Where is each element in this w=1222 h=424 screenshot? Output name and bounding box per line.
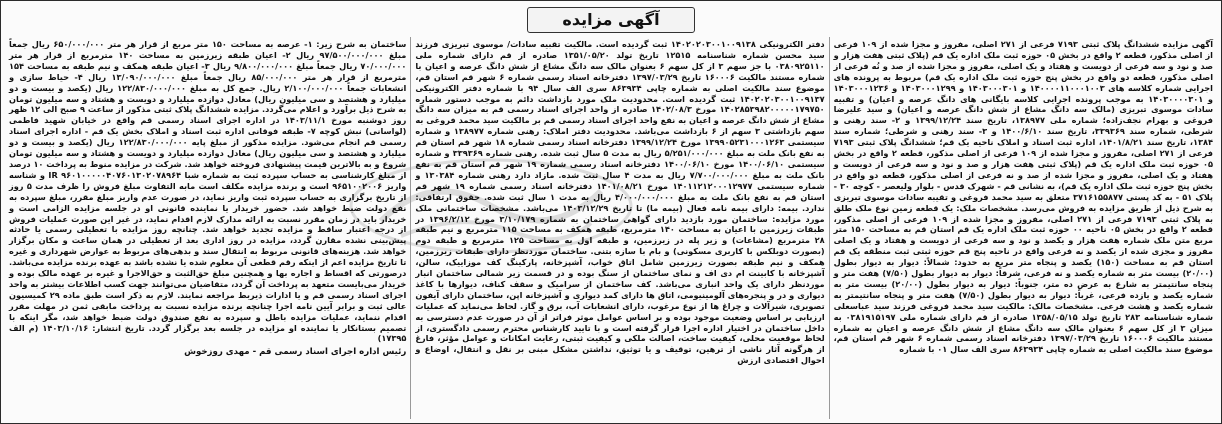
notice-title: آگهی مزایده [527, 7, 694, 33]
column-middle [410, 37, 829, 419]
signature: رئیس اداره اجرای اسناد رسمی قم - مهدی روزخوش [184, 347, 407, 358]
column-left-text: ساختمان به شرح زیر: ۱- عرصه به مساحت ۱۵۰ متر مربع از قرار هر متر ۶۵۰/۰۰۰/۰۰۰ ریال جمعاً مبلغ ۹۷/۵۰۰/۰۰۰/۰۰۰ ریال ۲- اعیان طبقه زیرزمین به مساحت ۱۴۰ مترمربع از قرار هر متر ۷۰/۰۰۰/۰۰۰ ریال جمعاً مبلغ ۹/۸۰۰/۰۰۰/۰۰۰ ریال ۳- اعیان طبقه همکف و نیم طبقه به مساحت ۱۵۴ مترمربع از قرار هر متر ۸۵/۰۰۰/۰۰۰ ریال جمعاً مبلغ ۱۳/۰۹۰/۰۰۰/۰۰۰ ریال ۴- حیاط سازی و انشعابات جمعاً ۲/۱۰۰/۰۰۰/۰۰۰ ریال. جمع کل به مبلغ ۱۲۲/۸۳۰/۰۰۰/۰۰۰ ریال (یکصد و بیست و دو میلیارد و هشتصد و سی میلیون ریال) معادل دوازده میلیارد و دویست و هشتاد و سه میلیون تومان به شرح ذیل برآورد و اعلام می‌گردد. مزایده ششدانگ پلاک ثبتی مذکور از ساعت ۹ صبح الی ۱۲ ظهر روز دوشنبه مورخ ۱۴۰۳/۱۱/۱ در اداره اجرای اسناد رسمی قم واقع در خیابان شهید فاطمی (لواسانی) نبش کوچه ۷- طبقه فوقانی اداره ثبت اسناد و املاک بخش یک قم - اداره اجرای اسناد رسمی قم انجام می‌شود. مزایده مذکور از مبلغ پایه ۱۲۲/۸۳۰/۰۰۰/۰۰۰ ریال (یکصد و بیست و دو میلیارد و هشتصد و سی میلیون ریال) معادل دوازده میلیارد و دویست و هشتاد و سه میلیون تومان شروع و به بالاترین قیمت پیشنهادی فروخته خواهد شد. شرکت در مزایده منوط به پرداخت ۱۰ درصد از مبلغ کارشناسی به حساب سپرده ثبت به شماره شبا IR ۹۶۰۱۰۰۰۰۰۴۰۷۶۰۱۳۰۲۰۷۸۹۶۴ و شناسه واریز ۹۶۵۱۰۰۲۰۰۶ است و برنده مزایده مکلف است مابه التفاوت مبلغ فروش را ظرف مدت ۵ روز از تاریخ برگزاری به حساب سپرده ثبت واریز نماید، در صورت عدم واریز مبلغ مقرر، مبلغ سپرده به نفع دولت ضبط خواهد شد. حضور خریدار یا نماینده قانونی او در جلسه مزایده الزامی است و خریدار باید در زمان مقرر نسبت به ارائه مدارک لازم اقدام نماید، در غیر این صورت عملیات فروش از درجه اعتبار ساقط و مزایده تجدید خواهد شد. چنانچه روز مزایده با تعطیلی رسمی یا حادثه پیش‌بینی نشده مقارن گردد، مزایده در روز اداری بعد از تعطیلی در همان ساعت و مکان برگزار خواهد شد. هزینه‌های قانونی مربوط به انتقال سند و بدهی‌های مربوط به عوارض شهرداری و غیره تا تاریخ مزایده اعم از اینکه رقم قطعی آن معلوم شده یا نشده باشد به عهده برنده مزایده می‌باشد. درصورتی که اقساط و اجاره بها و همچنین مبلغ حق‌الثبت و حق‌الاجرا و غیره بر عهده مالک بوده و خریدار می‌بایست متعهد به پرداخت آن گردد، متقاضیان می‌توانند جهت کسب اطلاعات بیشتر به واحد اجرای اسناد رسمی قم و یا ادارات ذیربط مراجعه نمایند. لازم به ذکر است طبق ماده ۲۹ کمیسیون عالی ثبت و برابر آیین نامه اجرا چنانچه برنده مزایده نسبت به پرداخت مابقی ثمن در مهلت مقرر اقدام ننماید، عملیات مزایده باطل و سپرده به نفع صندوق دولت ضبط خواهد شد، مگر اینکه با تصمیم بستانکار یا نماینده او مزایده در جلسه بعد برگزار گردد. تاریخ انتشار: ۱۴۰۳/۱۰/۱۶ (م الف ۱۷۳۹۵) [9, 39, 407, 344]
notice-columns [5, 37, 1217, 419]
column-right-text: آگهی مزایده ششدانگ پلاک ثبتی ۷۱۹۳ فرعی از ۲۷۱ اصلی، مفروز و مجزا شده از ۱۰۹ فرعی از اصلی مذکور، قطعه ۲ واقع در بخش ۰۵ حوزه ثبت ملک اداره یک قم (پلاک ثبتی هفت هزار و صد و نود و سه فرعی از دویست و هفتاد و یک اصلی، مفروز و مجزا شده از صد و نُه فرعی از اصلی مذکور، قطعه دو واقع در بخش پنج حوزه ثبت ملک اداره یک قم) مربوط به پرونده های اجرایی شماره کلاسه های ۱۴۰۰۰۰۱۱۰۰۰۱۰۰۳ و ۱۴۰۳۰۰۰۳۰۱ و ۱۴۰۳۰۰۰۱۲۹۹ و ۱۴۰۳۰۰۰۱۲۳۶ و ۱۴۰۳۰۰۰۰۳۰۱ به موجب پرونده اجرایی کلاسه بایگانی های دانگ عرصه و اعیان) و تقبیه سادات موسوی تبریزی (مالک سه دانگ مشاع از شش دانگ عرصه و اعیان) و سید علیرضا فروغی و بهرام نجف‌زاده؛ شماره ملی ۱۳۸۹۷۷، تاریخ سند ۱۳۹۹/۱۲/۲۴ و ۲- سند رهنی و شرطی، شماره سند ۳۳۹۳۶۹، تاریخ سند ۱۴۰۰/۶/۱۰ و ۳- سند رهنی و شرطی؛ شماره سند ۱۳۸۴، تاریخ سند ۱۴۰۱/۸/۲۱، اداره ثبت اسناد و املاک ناحیه یک قم؛ ششدانگ پلاک ثبتی ۷۱۹۳ فرعی از ۲۷۱ اصلی، مفروز و مجزا شده از ۱۰۹ فرعی از اصلی مذکور، قطعه ۲ واقع در بخش ۰۵ حوزه ثبت ملک اداره یک قم (پلاک ثبتی هفت هزار و صد و نود و سه فرعی از دویست و هفتاد و یک اصلی، مفروز و مجزا شده از صد و نه فرعی از اصلی مذکور، قطعه دو واقع در بخش پنج حوزه ثبت ملک اداره یک قم)، به نشانی قم - شهرک قدس - بلوار ولیعصر - کوچه ۳۰ - پلاک ۵۱ - به کد پستی ۳۷۱۶۱۵۵۸۷۷ متعلق به سید محمد فروغی و تقیبه سادات موسوی تبریزی به شرح ذیل از طریق مزایده به فروش می‌رسد. مشخصات ملک: یک قطعه زمین نوع ملک طلق به پلاک ثبتی ۷۱۹۳ فرعی از ۲۷۱ اصلی، مفروز و مجزا شده از ۱۰۹ فرعی از اصلی مذکور، قطعه ۲ واقع در بخش ۰۵ ناحیه ۰۰ حوزه ثبت ملک اداره یک قم استان قم به مساحت ۱۵۰ متر مربع متن ملک شماره هفت هزار و یکصد و نود و سه فرعی از دویست و هفتاد و یک اصلی مفروز و مجزی شده از یکصد و نه فرعی واقع در ناحیه پنج قم حوزه ثبتی ثبت منطقه یک قم استان قم به مساحت (۱۵۰) یکصد و پنجاه متر مربع به حدود: شمالاً: دیوار به دیوار بطول (۲۰/۰۰) بیست متر به شماره یکصد و نه فرعی، شرقاً: دیوار به دیوار بطول (۷/۵۰) هفت متر و پنجاه سانتیمتر به شارع به عرض ده متر، جنوباً: دیوار به دیوار بطول (۲۰/۰۰) بیست متر به شماره یکصد و یازده فرعی، غرباً: دیوار به دیوار بطول (۷/۵۰) هفت متر و پنجاه سانتیمتر به شماره یکصد و هشت فرعی. مشخصات مالک: مالکیت سید محمد فروغی فرزند سید عباسعلی شماره شناسنامه ۲۸۳ تاریخ تولد ۱۳۵۸/۰۵/۱۵ صادره از قم دارای شماره ملی ۰۳۸۱۹۱۵۱۹۷ به میزان ۳ از کل سهم ۶ بعنوان مالک سه دانگ مشاع از شش دانگ عرصه و اعیان به شماره مستند مالکیت ۱۶۰۰۰۶ تاریخ ۱۳۹۷/۰۳/۲۹ دفترخانه اسناد رسمی شماره ۶ شهر قم استان قم، موضوع سند مالکیت اصلی به شماره چاپی ۸۶۳۹۳۴ سری الف سال ۰۱ با شماره [833, 39, 1214, 355]
column-middle-text: دفتر الکترونیکی ۱۴۰۲۰۲۰۳۰۰۱۰۰۹۱۳۸ ثبت گردیده است. مالکیت تقبیه سادات/ موسوی تبریزی فرزند سید محسن شماره شناسنامه ۱۲۵۱۵ تاریخ تولد ۱۳۵۱/۰۵/۲۰ صادره از قم دارای شماره ملی ۰۳۸۰۹۲۵۱۱۰ با جز سهم ۳ از کل سهم ۶ بعنوان مالک سه دانگ مشاع از شش دانگ عرصه و اعیان با شماره مستند مالکیت ۱۶۰۰۰۶ تاریخ ۱۳۹۷/۰۳/۲۹ دفترخانه اسناد رسمی شماره ۶ شهر قم استان قم، موضوع سند مالکیت اصلی به شماره چاپی ۸۶۳۹۳۴ سری الف سال ۹۴ با شماره دفتر الکترونیکی ۱۴۰۲۰۲۰۳۰۰۱۰۰۹۱۳۷ ثبت گردیده است. محدودیت ملک مورد بازداشت دائم به موجب دستور شماره ۱۴۰۲۸۵۳۹۸۲۰۰۰۰۰۱۷۹۷۵۰ مورخ ۱۴۰۲/۰۸/۳ صادره از واحد اجرای اسناد رسمی قم به میزان سه دانگ مشاع از شش دانگ عرصه و اعیان به نفع واحد اجرای اسناد رسمی قم بر مالکیت سید محمد فروغی به سهم بازداشتی ۳ سهم از ۶ بازداشت می‌باشد. محدودیت دفتر املاک: رهنی شماره ۱۳۸۹۷۷ و شماره سیستمی ۱۳۹۹۰۵۲۳۱۰۰۰۱۲۶۳ مورخ ۱۳۹۹/۱۲/۲۴ دفترخانه اسناد رسمی شماره ۱۸ شهر قم استان قم به نفع بانک ملت به مبلغ ۵/۲۵۱/۰۰۰/۰۰۰ ریال به مدت ۵ سال ثبت شده. رهنی شماره ۳۳۹۳۶۹ و شماره سیستمی ۱۴۰۰/۰۶/۱۰ مورخ ۱۴۰۰/۰۶/۱۰ دفترخانه اسناد رسمی شماره ۱۹ شهر قم استان قم به نفع بانک ملت به مبلغ ۷/۷۰۰/۰۰۰/۰۰۰ ریال به مدت ۴ سال ثبت شده. مازاد دارد رهنی شماره ۱۳۰۳۸۴ و شماره سیستمی ۱۴۰۱۱۲۱۲۰۰۰۱۲۹۷۷ مورخ ۱۴۰۱/۰۸/۲۱ دفترخانه اسناد رسمی شماره ۱۹ شهر قم استان قم به نفع بانک ملت به مبلغ ۴/۰۰۰/۰۰۰/۰۰۰ ریال به مدت ۱ سال ثبت شده. حقوق ارتفاقی: ندارد. بیمه: دارای بیمه نامه فعال (بیمه ما) تا تاریخ ۱۴۰۳/۱۲/۲۹ می‌باشد. مشخصات ساختمانی ملک مورد مزایده: ساختمان مورد بازدید دارای گواهی ساختمان به شماره ۳/۱۰/۱۷۹ مورخ ۱۳۹۶/۲/۱۲ در طبقات زیرزمین با اعیان به مساحت ۱۴۰ مترمربع، طبقه همکف به مساحت ۱۱۵ مترمربع و نیم طبقه ۲۸ مترمربع (مشاعات) و زیر پله در زیرزمین، و طبقه اول به مساحت ۱۲۵ مترمربع و طبقه دوم (بصورت دوبلکس با کاربری مسکونی) و بام با سازه بتنی. ساختمان موردنظر دارای طبقات زیرزمین، همکف و نیم طبقه بصورت زیرزمین شامل اتاق خواب، آشپزخانه، پارکینگ کف موزاییک، سالن، آشپزخانه با کابینت ام دی اف و نمای ساختمان از سنگ بوده و در قسمت زیر شمالی ساختمان انبار موردنظر دارای یک واحد انباری می‌باشد. کف ساختمان از سرامیک و سقف کناف، دیوارها با کاغذ دیواری و در و پنجره‌های آلومینیومی، اتاق ها دارای کمد دیواری و آشپزخانه اپن، ساختمان دارای آیفون تصویری، شیرآلات و چراغ ها از نوع مرغوب، دارای انشعابات آب، برق و گاز. لحاظ می‌نماید که عملیات ارزیابی بر اساس وضعیت موجود بوده و بر اساس عوامل موثر فراتر از آن در صورت عدم دسترسی به داخل ساختمان در اختیار اداره اجرا قرار گرفته است و با تایید کارشناس محترم رسمی دادگستری، از لحاظ موقعیت محلی، کیفیت ساخت، اصالت ملکی و کیفیت ثبتی، رعایت امکانات و عوامل مؤثر، فارغ از هرگونه آثار ناشی از ترهین، توقیف و یا توثیق، نداشتن مشکل مبنی بر نقل و انتقال، اوضاع و احوال اقتصادی ارزش [415, 39, 825, 366]
title-area [1, 7, 1221, 33]
column-right [830, 37, 1217, 419]
column-left [5, 37, 410, 419]
